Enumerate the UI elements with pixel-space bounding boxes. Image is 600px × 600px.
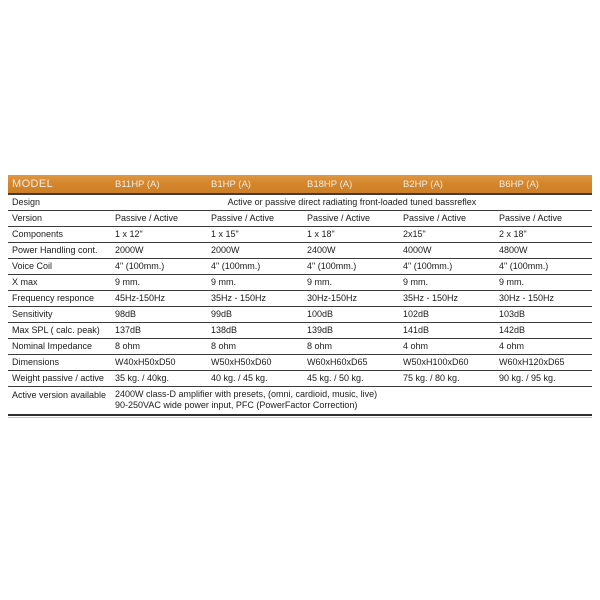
spec-value-cell: Passive / Active xyxy=(208,210,304,226)
spec-value-cell: 45Hz-150Hz xyxy=(112,290,208,306)
spec-value-cell: 2x15" xyxy=(400,226,496,242)
spec-value-cell: 2400W xyxy=(304,242,400,258)
spec-table xyxy=(8,175,592,416)
spec-value-cell: 138dB xyxy=(208,322,304,338)
spec-row-label: Frequency responce xyxy=(8,290,112,306)
spec-row-label: Power Handling cont. xyxy=(8,242,112,258)
table-row xyxy=(8,194,592,210)
spec-value-cell: 4" (100mm.) xyxy=(400,258,496,274)
table-row xyxy=(8,258,592,274)
model-column-header: B18HP (A) xyxy=(304,175,400,194)
spec-value-cell: 9 mm. xyxy=(208,274,304,290)
spec-value-cell: 1 x 15" xyxy=(208,226,304,242)
spec-value-cell: 141dB xyxy=(400,322,496,338)
spec-value-cell: W40xH50xD50 xyxy=(112,354,208,370)
spec-value-cell: 9 mm. xyxy=(304,274,400,290)
spec-value-cell: W50xH100xD60 xyxy=(400,354,496,370)
model-header-row xyxy=(8,175,592,194)
model-column-header: B11HP (A) xyxy=(112,175,208,194)
table-row xyxy=(8,322,592,338)
table-row xyxy=(8,226,592,242)
spec-value-cell: 40 kg. / 45 kg. xyxy=(208,370,304,386)
table-row xyxy=(8,290,592,306)
spec-value-cell: 4000W xyxy=(400,242,496,258)
table-row xyxy=(8,274,592,290)
table-row xyxy=(8,370,592,386)
spec-value-cell: 1 x 18" xyxy=(304,226,400,242)
table-row xyxy=(8,210,592,226)
spec-table-body xyxy=(8,194,592,415)
active-version-detail-line: 2400W class-D amplifier with presets, (omni, cardioid, music, live) xyxy=(115,388,378,399)
spec-row-label: Weight passive / active xyxy=(8,370,112,386)
spec-value-cell: Passive / Active xyxy=(304,210,400,226)
spec-value-cell: 4 ohm xyxy=(400,338,496,354)
active-version-details-cell xyxy=(112,386,592,415)
spec-value-cell: 4" (100mm.) xyxy=(304,258,400,274)
spec-value-cell: W60xH60xD65 xyxy=(304,354,400,370)
spec-value-cell: 4" (100mm.) xyxy=(112,258,208,274)
spec-value-cell: 4" (100mm.) xyxy=(496,258,592,274)
spec-value-cell: 98dB xyxy=(112,306,208,322)
model-header-cell: MODEL xyxy=(8,175,112,194)
spec-row-label: Design xyxy=(8,194,112,210)
spec-value-cell: 1 x 12" xyxy=(112,226,208,242)
spec-value-cell: 8 ohm xyxy=(112,338,208,354)
spec-row-label: Dimensions xyxy=(8,354,112,370)
spec-value-cell: 9 mm. xyxy=(496,274,592,290)
spec-value-cell: 102dB xyxy=(400,306,496,322)
spec-value-cell: 139dB xyxy=(304,322,400,338)
model-column-header: B6HP (A) xyxy=(496,175,592,194)
spec-row-label: Active version available xyxy=(8,386,112,415)
spec-value-cell: 8 ohm xyxy=(208,338,304,354)
table-row xyxy=(8,242,592,258)
spec-row-label: Sensitivity xyxy=(8,306,112,322)
spec-value-cell: 142dB xyxy=(496,322,592,338)
model-column-header: B1HP (A) xyxy=(208,175,304,194)
spec-value-cell: 4" (100mm.) xyxy=(208,258,304,274)
spec-value-cell: 9 mm. xyxy=(400,274,496,290)
spec-value-cell: 4 ohm xyxy=(496,338,592,354)
model-column-header: B2HP (A) xyxy=(400,175,496,194)
spec-row-label: X max xyxy=(8,274,112,290)
spec-row-label: Voice Coil xyxy=(8,258,112,274)
spec-value-cell: 2000W xyxy=(112,242,208,258)
spec-value-cell: 30Hz-150Hz xyxy=(304,290,400,306)
spec-value-cell: Passive / Active xyxy=(400,210,496,226)
spec-value-cell: 8 ohm xyxy=(304,338,400,354)
spec-value-cell: Passive / Active xyxy=(112,210,208,226)
spec-table-wrap xyxy=(8,175,592,418)
spec-value-cell: 103dB xyxy=(496,306,592,322)
spec-value-cell: 9 mm. xyxy=(112,274,208,290)
table-row xyxy=(8,354,592,370)
spec-value-cell: 35 kg. / 40kg. xyxy=(112,370,208,386)
spec-value-cell: 99dB xyxy=(208,306,304,322)
spec-value-cell: W60xH120xD65 xyxy=(496,354,592,370)
spec-value-cell: 30Hz - 150Hz xyxy=(496,290,592,306)
spec-value-cell: 35Hz - 150Hz xyxy=(208,290,304,306)
spec-value-cell: 2000W xyxy=(208,242,304,258)
spec-value-cell: 4800W xyxy=(496,242,592,258)
spec-row-label: Nominal Impedance xyxy=(8,338,112,354)
spec-value-cell: 45 kg. / 50 kg. xyxy=(304,370,400,386)
spec-row-label: Max SPL ( calc. peak) xyxy=(8,322,112,338)
table-row xyxy=(8,338,592,354)
spec-value-cell: W50xH50xD60 xyxy=(208,354,304,370)
spec-row-label: Version xyxy=(8,210,112,226)
spec-value-cell: Passive / Active xyxy=(496,210,592,226)
design-span-cell: Active or passive direct radiating front-loaded tuned bassreflex xyxy=(112,194,592,210)
active-version-detail-line: 90-250VAC wide power input, PFC (PowerFactor Correction) xyxy=(115,399,358,410)
spec-value-cell: 100dB xyxy=(304,306,400,322)
spec-value-cell: 35Hz - 150Hz xyxy=(400,290,496,306)
table-row xyxy=(8,306,592,322)
spec-value-cell: 2 x 18" xyxy=(496,226,592,242)
table-row xyxy=(8,386,592,415)
spec-value-cell: 75 kg. / 80 kg. xyxy=(400,370,496,386)
spec-value-cell: 137dB xyxy=(112,322,208,338)
spec-row-label: Components xyxy=(8,226,112,242)
spec-value-cell: 90 kg. / 95 kg. xyxy=(496,370,592,386)
